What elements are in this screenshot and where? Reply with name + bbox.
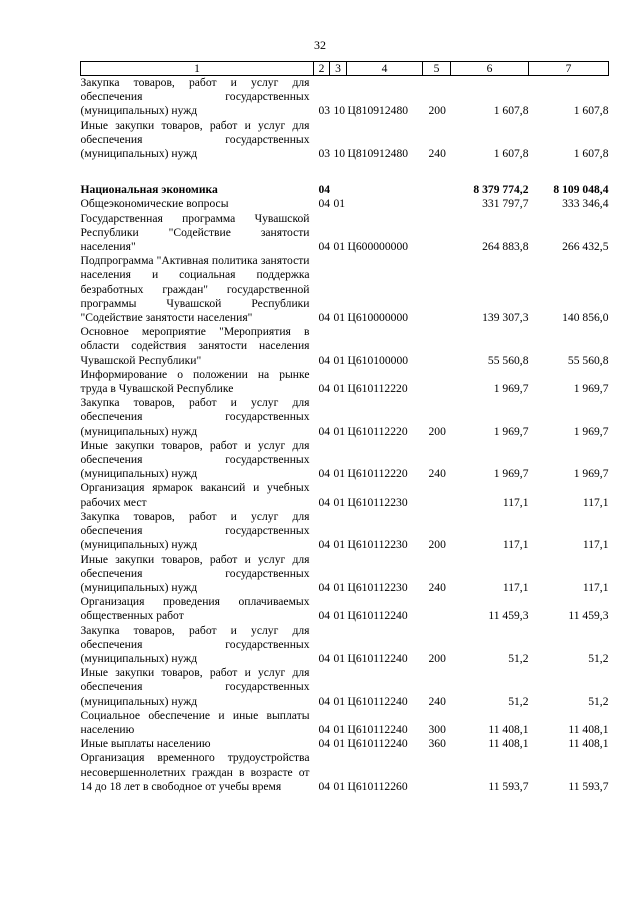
row-code: Ц600000000 (347, 240, 409, 254)
row-section: 04 (318, 240, 331, 254)
row-code: Ц610112240 (347, 609, 408, 623)
header-cell: 5 (423, 62, 451, 76)
row-value-2: 55 560,8 (567, 353, 609, 367)
row-section: 04 (318, 495, 331, 509)
row-value-1: 117,1 (502, 538, 529, 552)
table-row (81, 183, 609, 197)
row-subsection: 01 (333, 779, 346, 793)
row-subsection: 01 (333, 722, 346, 736)
row-code: Ц810912480 (347, 147, 409, 161)
table-row (81, 666, 609, 709)
row-value-2: 1 969,7 (573, 382, 609, 396)
table-row (81, 119, 609, 162)
row-code: Ц610000000 (347, 311, 409, 325)
row-code: Ц610112240 (347, 651, 408, 665)
row-value-1: 117,1 (502, 580, 529, 594)
row-section: 04 (318, 382, 331, 396)
row-value-1: 51,2 (508, 694, 529, 708)
row-code: Ц610112230 (347, 580, 408, 594)
row-value-1: 1 607,8 (493, 147, 529, 161)
row-subsection (330, 183, 347, 197)
row-type: 200 (428, 651, 446, 665)
row-subsection: 01 (333, 609, 346, 623)
row-type: 200 (428, 104, 446, 118)
row-type (423, 325, 451, 368)
row-type: 300 (428, 722, 446, 736)
row-name: Закупка товаров, работ и услуг для обеспечения государственных (муниципальных) нужд (80, 396, 310, 438)
row-type: 200 (428, 538, 446, 552)
row-value-2: 51,2 (588, 651, 609, 665)
row-type (423, 368, 451, 396)
row-value-2: 11 593,7 (568, 779, 609, 793)
row-value-2: 1 969,7 (573, 467, 609, 481)
row-value-1: 1 969,7 (493, 467, 529, 481)
row-name: Организация временного трудоустройства несовершеннолетних граждан в возрасте от 14 до 18 лет в свободное от учебы время (80, 751, 310, 793)
row-subsection: 01 (333, 538, 346, 552)
table-row (81, 481, 609, 509)
table-row (81, 368, 609, 396)
row-type (423, 481, 451, 509)
row-section: 04 (318, 651, 331, 665)
row-subsection: 01 (333, 580, 346, 594)
row-name: Национальная экономика (80, 183, 218, 197)
row-subsection: 01 (333, 495, 346, 509)
row-type (423, 751, 451, 794)
row-name: Иные закупки товаров, работ и услуг для обеспечения государственных (муниципальных) нужд (80, 552, 310, 594)
row-subsection: 01 (333, 737, 346, 751)
row-type: 240 (428, 147, 446, 161)
row-type (423, 595, 451, 623)
row-value-1: 139 307,3 (482, 311, 529, 325)
row-value-2: 140 856,0 (562, 311, 609, 325)
row-type (423, 197, 451, 211)
row-subsection: 01 (333, 424, 346, 438)
row-name: Информирование о положении на рынке труда в Чувашской Республике (80, 367, 310, 396)
row-value-2: 1 607,8 (573, 104, 609, 118)
row-name: Закупка товаров, работ и услуг для обеспечения государственных (муниципальных) нужд (80, 76, 310, 118)
row-value-2: 117,1 (582, 495, 609, 509)
row-section: 04 (318, 737, 331, 751)
row-section: 04 (318, 609, 331, 623)
row-name: Иные выплаты населению (80, 737, 211, 751)
row-section: 04 (318, 580, 331, 594)
row-code: Ц610112220 (347, 382, 408, 396)
row-code: Ц610112260 (347, 779, 408, 793)
table-row (81, 737, 609, 751)
row-value-2: 11 408,1 (568, 722, 609, 736)
row-value-1: 331 797,7 (482, 197, 529, 211)
row-type (423, 212, 451, 255)
row-value-1: 11 459,3 (488, 609, 529, 623)
row-section: 04 (318, 424, 331, 438)
row-section: 03 (318, 104, 331, 118)
row-code: Ц610112240 (347, 722, 408, 736)
row-value-1: 264 883,8 (482, 240, 529, 254)
row-subsection: 01 (333, 353, 346, 367)
row-name: Иные закупки товаров, работ и услуг для обеспечения государственных (муниципальных) нужд (80, 666, 310, 708)
budget-table (80, 61, 609, 794)
row-section: 04 (318, 538, 331, 552)
spacer-cell (81, 161, 609, 183)
table-row (81, 624, 609, 667)
row-section: 04 (318, 311, 331, 325)
row-subsection: 01 (333, 694, 346, 708)
page-number: 32 (314, 38, 326, 52)
table-row (81, 439, 609, 482)
header-cell: 4 (347, 62, 423, 76)
row-code: Ц610112220 (347, 467, 408, 481)
row-subsection: 01 (333, 651, 346, 665)
row-name: Основное мероприятие "Мероприятия в области содействия занятости населения Чувашской Республики" (80, 325, 310, 367)
row-value-1: 55 560,8 (487, 353, 529, 367)
row-section: 04 (318, 467, 331, 481)
row-type (423, 183, 451, 197)
row-value-2: 11 408,1 (568, 737, 609, 751)
row-code: Ц810912480 (347, 104, 409, 118)
row-subsection: 10 (333, 147, 346, 161)
row-code: Ц610100000 (347, 353, 409, 367)
row-subsection: 01 (333, 311, 346, 325)
row-name: Закупка товаров, работ и услуг для обеспечения государственных (муниципальных) нужд (80, 623, 310, 665)
table-row (81, 197, 609, 211)
row-section: 04 (318, 779, 331, 793)
row-type: 240 (428, 694, 446, 708)
row-section: 04 (318, 694, 331, 708)
row-name: Закупка товаров, работ и услуг для обеспечения государственных (муниципальных) нужд (80, 509, 310, 552)
row-name: Иные закупки товаров, работ и услуг для обеспечения государственных (муниципальных) нужд (80, 118, 310, 161)
row-name: Подпрограмма "Активная политика занятости населения и социальная поддержка безработных граждан" государственной программы Чувашской Республики "Содействие занятости населения" (80, 254, 310, 325)
table-row (81, 510, 609, 553)
row-value-1: 51,2 (508, 651, 529, 665)
row-name: Общеэкономические вопросы (80, 197, 229, 211)
row-code (347, 183, 423, 197)
row-type: 240 (428, 580, 446, 594)
row-name: Организация ярмарок вакансий и учебных рабочих мест (80, 481, 310, 509)
header-cell: 2 (314, 62, 330, 76)
row-subsection: 10 (333, 104, 346, 118)
table-row (81, 709, 609, 737)
row-value-2: 266 432,5 (562, 240, 609, 254)
row-value-1: 1 969,7 (493, 424, 529, 438)
header-row (81, 62, 609, 76)
row-type: 200 (428, 424, 446, 438)
row-section: 03 (318, 147, 331, 161)
row-type: 360 (428, 737, 446, 751)
row-name: Социальное обеспечение и иные выплаты населению (80, 708, 310, 736)
row-type: 240 (428, 467, 446, 481)
row-value-1: 11 593,7 (488, 779, 529, 793)
header-cell: 3 (330, 62, 347, 76)
row-value-2: 333 346,4 (562, 197, 609, 211)
row-code: Ц610112240 (347, 737, 408, 751)
row-section: 04 (318, 353, 331, 367)
row-value-2: 1 969,7 (573, 424, 609, 438)
table-row (81, 254, 609, 325)
table-row (81, 553, 609, 596)
row-code: Ц610112230 (347, 495, 408, 509)
row-name: Иные закупки товаров, работ и услуг для обеспечения государственных (муниципальных) нужд (80, 438, 310, 481)
row-subsection: 01 (333, 197, 346, 211)
header-cell: 6 (451, 62, 529, 76)
row-value-2: 117,1 (582, 580, 609, 594)
table-row (81, 595, 609, 623)
row-value-2: 11 459,3 (568, 609, 609, 623)
table-row (81, 325, 609, 368)
row-value-2: 8 109 048,4 (553, 183, 609, 197)
spacer-row (81, 161, 609, 183)
row-name: Государственная программа Чувашской Республики "Содействие занятости населения" (80, 211, 310, 254)
row-code: Ц610112220 (347, 424, 408, 438)
table-row (81, 212, 609, 255)
row-name: Организация проведения оплачиваемых общественных работ (80, 595, 310, 623)
row-type (423, 254, 451, 325)
row-value-1: 1 969,7 (493, 382, 529, 396)
table-row (81, 396, 609, 439)
row-value-1: 8 379 774,2 (473, 183, 529, 197)
table-row (81, 76, 609, 119)
row-section: 04 (318, 722, 331, 736)
table-row (81, 751, 609, 794)
row-value-2: 1 607,8 (573, 147, 609, 161)
row-value-2: 117,1 (582, 538, 609, 552)
row-section: 04 (318, 183, 331, 197)
row-subsection: 01 (333, 240, 346, 254)
row-subsection: 01 (333, 467, 346, 481)
row-section: 04 (318, 197, 331, 211)
header-cell: 7 (529, 62, 609, 76)
row-value-2: 51,2 (588, 694, 609, 708)
row-value-1: 1 607,8 (493, 104, 529, 118)
row-code (347, 197, 423, 211)
row-value-1: 117,1 (502, 495, 529, 509)
row-code: Ц610112240 (347, 694, 408, 708)
row-code: Ц610112230 (347, 538, 408, 552)
row-subsection: 01 (333, 382, 346, 396)
header-cell: 1 (81, 62, 314, 76)
row-value-1: 11 408,1 (488, 737, 529, 751)
row-value-1: 11 408,1 (488, 722, 529, 736)
